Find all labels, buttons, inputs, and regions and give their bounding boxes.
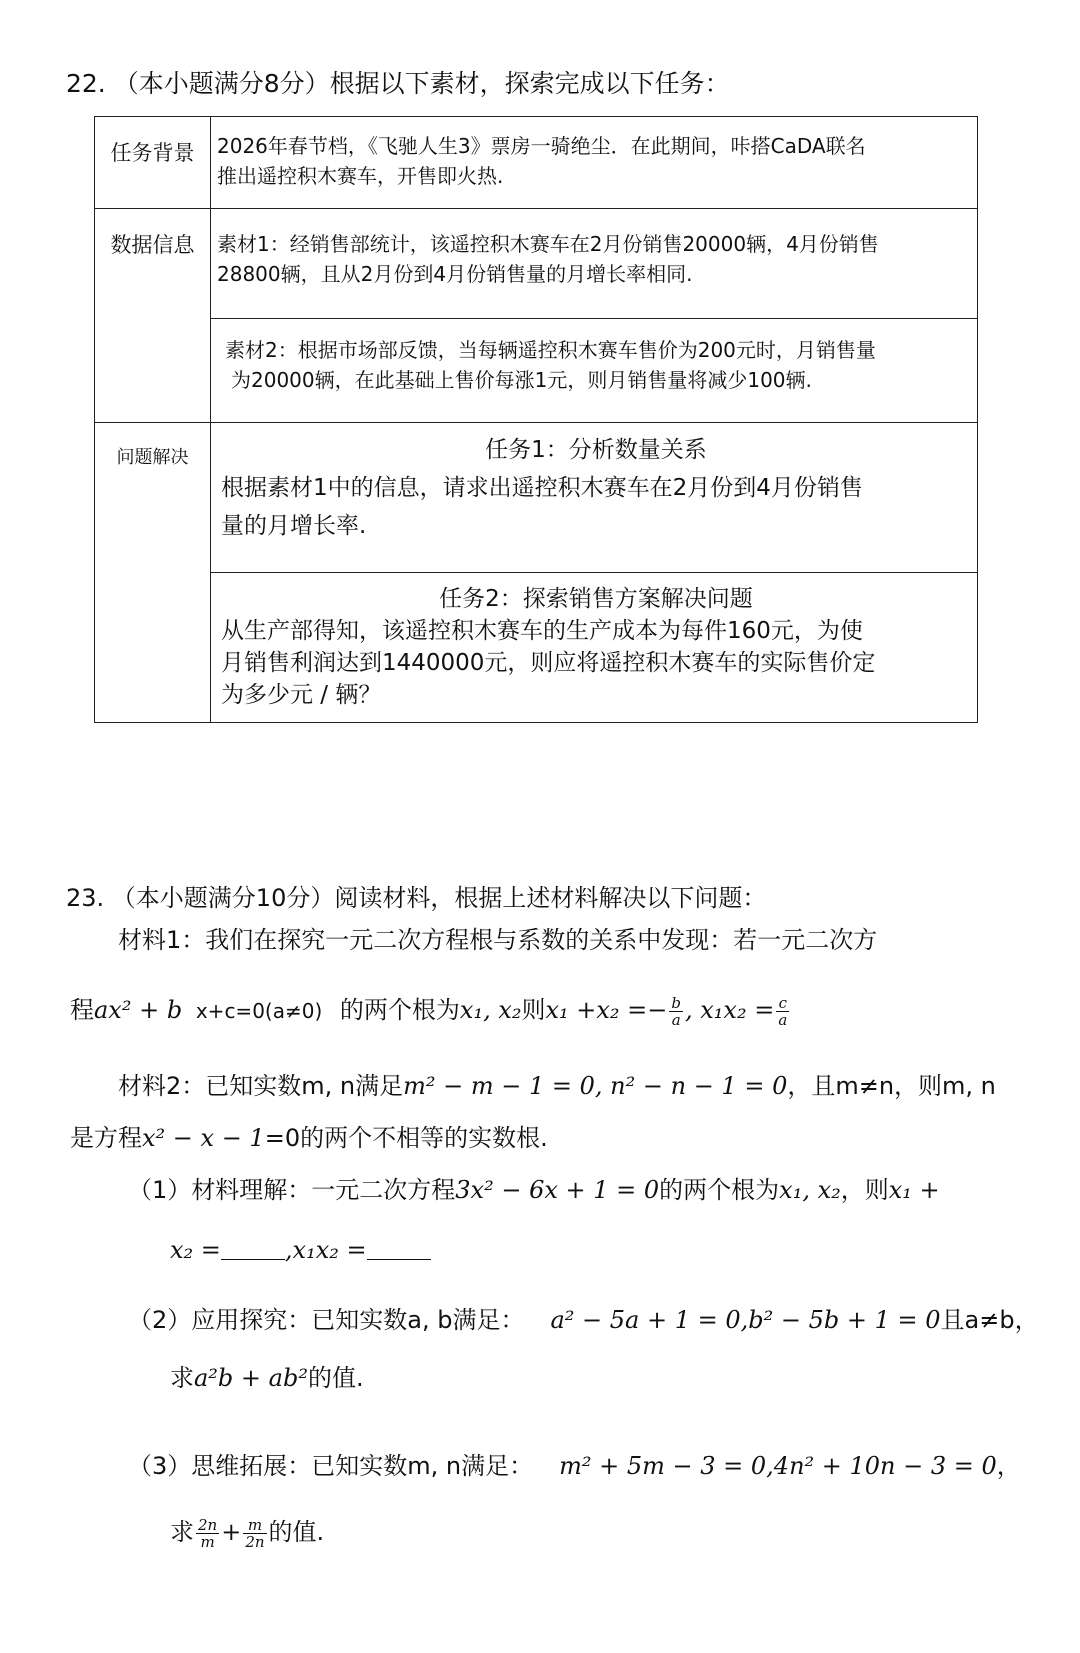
mat2-equation: m² − m − 1 = 0, n² − n − 1 = 0 bbox=[403, 1072, 788, 1100]
p1-roots: x₁, x₂ bbox=[779, 1176, 841, 1204]
frac2-den: 2n bbox=[245, 1532, 265, 1551]
mat2-text-b: ，且m≠n，则m, n bbox=[787, 1072, 996, 1100]
answer-blank-sum[interactable] bbox=[221, 1258, 285, 1260]
background-text-line2: 推出遥控积木赛车，开售即火热. bbox=[217, 164, 504, 188]
mat1-product: , x₁x₂ = bbox=[685, 996, 775, 1024]
frac1-den: m bbox=[200, 1532, 215, 1551]
data-label: 数据信息 bbox=[95, 209, 211, 423]
background-text-line1: 2026年春节档，《飞驰人生3》票房一骑绝尘．在此期间，咔搭CaDA联名 bbox=[217, 134, 866, 158]
p3-ask: 求 bbox=[170, 1518, 194, 1546]
mat1-roots: x₁, x₂ bbox=[459, 996, 522, 1024]
q23-title: 23. （本小题满分10分）阅读材料，根据上述材料解决以下问题： bbox=[66, 884, 767, 912]
task1-line1: 根据素材1中的信息，请求出遥控积木赛车在2月份到4月份销售 bbox=[221, 475, 863, 501]
p3-text-b: ， bbox=[996, 1452, 1021, 1480]
p1-text-c: ，则 bbox=[840, 1176, 889, 1204]
material1 bbox=[211, 209, 978, 319]
p3-value: 的值. bbox=[268, 1518, 325, 1546]
background-label: 任务背景 bbox=[95, 117, 211, 209]
material1-line1: 素材1：经销售部统计，该遥控积木赛车在2月份销售20000辆，4月份销售 bbox=[217, 232, 879, 256]
mat1-prefix: 程 bbox=[70, 996, 94, 1024]
part2-line1 bbox=[128, 1300, 1039, 1335]
mat2-text-a: 材料2：已知实数m, n满足 bbox=[118, 1072, 404, 1100]
p2-text-b: 且a≠b， bbox=[940, 1306, 1039, 1334]
p3-text-a: （3）思维拓展：已知实数m, n满足： bbox=[128, 1452, 534, 1480]
task2-line1: 从生产部得知，该遥控积木赛车的生产成本为每件160元，为使 bbox=[221, 618, 863, 644]
mat1-sum: x₁ +x₂ =− bbox=[545, 996, 668, 1024]
mat2-line2-eq: x² − x − 1 bbox=[142, 1124, 265, 1152]
fraction-2n-over-m bbox=[196, 1517, 219, 1550]
material1-line2: 28800辆，且从2月份到4月份销售量的月增长率相同. bbox=[217, 262, 693, 286]
material2 bbox=[211, 319, 978, 423]
p1-sum-start: x₁ + bbox=[888, 1176, 940, 1204]
answer-blank-product[interactable] bbox=[367, 1258, 431, 1260]
task-table bbox=[94, 116, 978, 723]
p2-text-a: （2）应用探究：已知实数a, b满足： bbox=[128, 1306, 525, 1334]
material1-line2 bbox=[70, 990, 791, 1028]
p3-equation: m² + 5m − 3 = 0,4n² + 10n − 3 = 0 bbox=[559, 1452, 997, 1480]
mat1-equation-a: ax² + b bbox=[94, 996, 183, 1024]
frac1-num: 2n bbox=[198, 1515, 218, 1534]
p2-ask: 求 bbox=[170, 1364, 194, 1392]
task1 bbox=[211, 423, 978, 573]
task2-line2: 月销售利润达到1440000元，则应将遥控积木赛车的实际售价定 bbox=[221, 650, 876, 676]
task1-line2: 量的月增长率. bbox=[221, 513, 367, 539]
part1-line1 bbox=[128, 1170, 940, 1205]
task1-title: 任务1：分析数量关系 bbox=[485, 437, 707, 463]
frac-b-num: b bbox=[671, 993, 681, 1012]
fraction-c-over-a bbox=[776, 995, 789, 1028]
background-text bbox=[211, 117, 978, 209]
p1-product: ,x₁x₂ = bbox=[284, 1236, 367, 1264]
material2-line2 bbox=[70, 1118, 548, 1153]
material2-line1: 素材2：根据市场部反馈，当每辆遥控积木赛车售价为200元时，月销售量 bbox=[225, 338, 876, 362]
part3-line1 bbox=[128, 1446, 1021, 1481]
problem-label: 问题解决 bbox=[95, 423, 211, 723]
plus-sign: + bbox=[221, 1518, 242, 1546]
p1-text-a: （1）材料理解：一元二次方程 bbox=[128, 1176, 456, 1204]
mat1-then: 则 bbox=[521, 996, 546, 1024]
p2-expression: a²b + ab² bbox=[194, 1364, 308, 1392]
q22-title: 22. （本小题满分8分）根据以下素材，探索完成以下任务： bbox=[66, 69, 730, 98]
mat1-equation-b: x+c=0(a≠0) bbox=[195, 999, 323, 1023]
frac-b-den: a bbox=[671, 1010, 681, 1029]
fraction-m-over-2n bbox=[243, 1517, 266, 1550]
p2-equation: a² − 5a + 1 = 0,b² − 5b + 1 = 0 bbox=[550, 1306, 941, 1334]
p1-equation: 3x² − 6x + 1 = 0 bbox=[455, 1176, 660, 1204]
fraction-b-over-a bbox=[669, 995, 683, 1028]
p1-sum-end: x₂ = bbox=[170, 1236, 221, 1264]
frac2-num: m bbox=[243, 1517, 266, 1534]
frac-c-den: a bbox=[778, 1010, 788, 1029]
p1-text-b: 的两个根为 bbox=[659, 1176, 780, 1204]
mat1-text: 的两个根为 bbox=[339, 996, 460, 1024]
mat2-line2-a: 是方程 bbox=[70, 1124, 142, 1152]
frac-c-num: c bbox=[776, 995, 789, 1012]
mat2-line2-b: =0的两个不相等的实数根. bbox=[264, 1124, 548, 1152]
material2-line2: 为20000辆，在此基础上售价每涨1元，则月销售量将减少100辆. bbox=[231, 368, 812, 392]
part3-line2 bbox=[170, 1512, 324, 1550]
material1-line1: 材料1：我们在探究一元二次方程根与系数的关系中发现：若一元二次方 bbox=[118, 926, 878, 954]
task2-title: 任务2：探索销售方案解决问题 bbox=[439, 586, 753, 612]
part2-line2 bbox=[170, 1358, 364, 1393]
task2-line3: 为多少元 / 辆？ bbox=[221, 682, 382, 708]
p2-value: 的值. bbox=[307, 1364, 364, 1392]
part1-line2 bbox=[170, 1236, 431, 1264]
task2 bbox=[211, 573, 978, 723]
material2-line1 bbox=[118, 1066, 996, 1101]
